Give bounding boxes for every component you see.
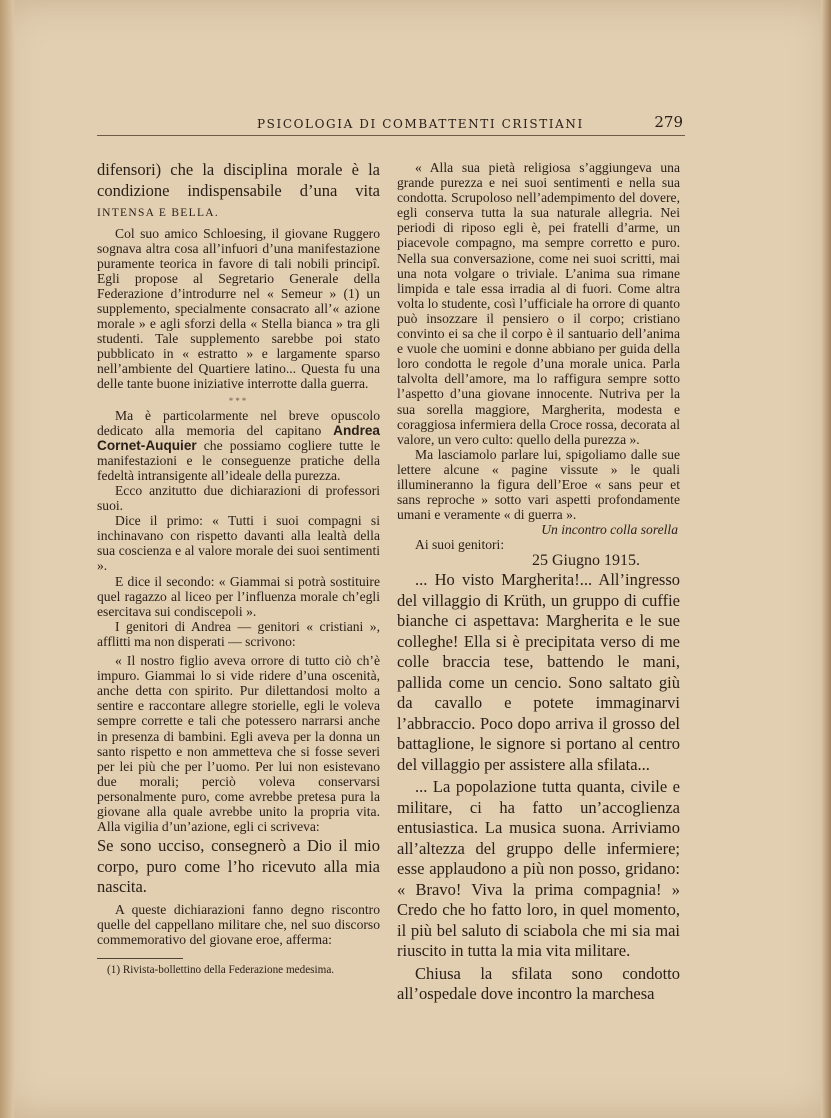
footnote-rule: [97, 958, 183, 959]
left-paragraph-8: « Il nostro figlio aveva orrore di tutto ciò ch’è impuro. Giammai lo si vide ridere d’una oscenità, anche detta con spirito. Pur dilettandosi molto a sentire e raccontare allegre storielle, egli le voleva sempre corrette e tali che potessero narrarsi anche in presenza di bambini. Egli aveva per la donna un santo rispetto e non ammetteva che si fosse severi per lei più che per l’uomo. Per lui non esistevano due morali; perciò voleva conservarsi personalmente puro, come avrebbe pretesa pura la giovane alla quale avrebbe unito la propria vita. Alla vigilia d’un’azione, egli ci scriveva:: [97, 653, 380, 835]
right-paragraph-3: ... Ho visto Margherita!... All’ingresso del villaggio di Krüth, un gruppo di cuffie bianche ci aspettava: Margherita e le sue colleghe! Ella si è precipitata verso di me colle braccia tese, battendo le mani, pallida come un cencio. Sono saltato giù da cavallo e potete immaginarvi l’abbraccio. Poco dopo arriva il grosso del battaglione, le signore si portano al centro del villaggio per assistere alla sfilata...: [397, 570, 680, 774]
left-paragraph-6: E dice il secondo: « Giammai si potrà sostituire quel ragazzo al liceo per l’influenza morale ch’egli esercitava sui condiscepoli ».: [97, 573, 380, 619]
left-paragraph-7: I genitori di Andrea — genitori « cristiani », afflitti ma non disperati — scrivono:: [97, 618, 380, 649]
left-p1-text: difensori) che la disciplina morale è la condizione indispensabile d’una vita: [97, 160, 380, 200]
section-subtitle: Un incontro colla sorella: [541, 522, 678, 538]
running-title: PSICOLOGIA DI COMBATTENTI CRISTIANI: [257, 117, 584, 131]
left-p3-name: Andrea Cornet-Auquier: [97, 422, 380, 453]
right-paragraph-4: ... La popolazione tutta quanta, civile e militare, ci ha fatto un’accoglienza entusiastica. La musica suona. Arriviamo all’altezza del gruppo delle infermiere; esse applaudono a più non posso, gridano: « Bravo! Viva la prima compagnia! » Credo che ho fatto loro, in quel momento, il più bel saluto di sciabola che mi sia mai riuscito in tutta la mia vita militare.: [397, 777, 680, 961]
left-paragraph-9-quote: Se sono ucciso, consegnerò a Dio il mio corpo, puro come l’ho ricevuto alla mia nascita.: [97, 836, 380, 897]
letter-date: 25 Giugno 1915.: [532, 552, 640, 570]
left-paragraph-2: Col suo amico Schloesing, il giovane Ruggero sognava altra cosa all’infuori d’una manifestazione puramente teorica in favore di tali nobili principî. Egli propose al Segretario Generale della Federazione d’introdurre nel « Semeur » (1) un supplemento, specialmente consacrato all’« azione morale » e agli sforzi della « Stella bianca » tra gli studenti. Tale supplemento sarebbe poi stato pubblicato in « estratto » e largamente sparso nell’ambiente del Quartiere latino... Questa fu una delle tante buone iniziative interrotte dalla guerra.: [97, 225, 380, 392]
right-paragraph-2: Ma lasciamolo parlare lui, spigoliamo dalle sue lettere alcune « pagine vissute » le quali illumineranno la figura dell’Eroe « sans peur et sans reproche » sotto vari aspetti profondamente umani e veramente « di guerra ».: [397, 446, 680, 523]
page-spine-shadow: [0, 0, 14, 1118]
left-column: [97, 160, 380, 977]
left-p3-text-a: Ma è particolarmente nel breve opuscolo dedicato alla memoria del capitano: [97, 407, 380, 438]
left-paragraph-5: Dice il primo: « Tutti i suoi compagni si inchinavano con rispetto davanti alla lealtà della sua coscienza e al valore morale dei suoi sentimenti ».: [97, 513, 380, 574]
left-p1-smallcaps: INTENSA E BELLA.: [97, 207, 220, 219]
letter-greeting: Ai suoi genitori:: [415, 537, 505, 553]
running-header: [97, 113, 685, 136]
left-paragraph-10: A queste dichiarazioni fanno degno riscontro quelle del cappellano militare che, nel suo discorso commemorativo del giovane eroe, afferma:: [97, 901, 380, 947]
left-paragraph-1: [97, 160, 380, 224]
page-number: 279: [654, 113, 683, 131]
right-paragraph-1: « Alla sua pietà religiosa s’aggiungeva una grande purezza e nei suoi sentimenti e nella sua condotta. Scrupoloso nell’adempimento del dovere, egli conserva tutta la sua naturale allegria. Nei periodi di riposo egli è, pei fratelli d’arme, un piacevole compagno, ma sempre corretto e puro. Nella sua conversazione, come nei suoi scritti, mai una nota volgare o triviale. L’anima sua rimane limpida e tale essa irradia al di fuori. Come altra volta lo studente, così l’ufficiale ha orrore di quanto può insozzare il pensiero o il corpo; cristiano convinto ei sa che il corpo è il santuario dell’anima e vuole che uomini e donne abbiano per guida della loro condotta le regole d’una morale unica. Parla talvolta dell’amore, ma lo raffigura sempre sotto l’aspetto d’una giovane innocente. Nutriva per la sua sorella maggiore, Margherita, modesta e coraggiosa infermiera della Croce rossa, decorata al valore, un vero culto: quello della purezza ».: [397, 160, 680, 447]
right-column: [397, 160, 680, 1005]
section-break-stars: ***: [228, 395, 249, 406]
page-edge-shadow: [821, 0, 831, 1118]
left-paragraph-3: [97, 408, 380, 483]
right-paragraph-5: Chiusa la sfilata sono condotto all’ospedale dove incontro la marchesa: [397, 963, 680, 1004]
left-paragraph-4: Ecco anzitutto due dichiarazioni di professori suoi.: [97, 483, 380, 514]
left-p3-text-b: che possiamo cogliere tutte le manifestazioni e le conseguenze pratiche della fedeltà intransigente all’ideale della purezza.: [97, 437, 380, 483]
footnote: (1) Rivista-bollettino della Federazione medesima.: [107, 963, 335, 976]
